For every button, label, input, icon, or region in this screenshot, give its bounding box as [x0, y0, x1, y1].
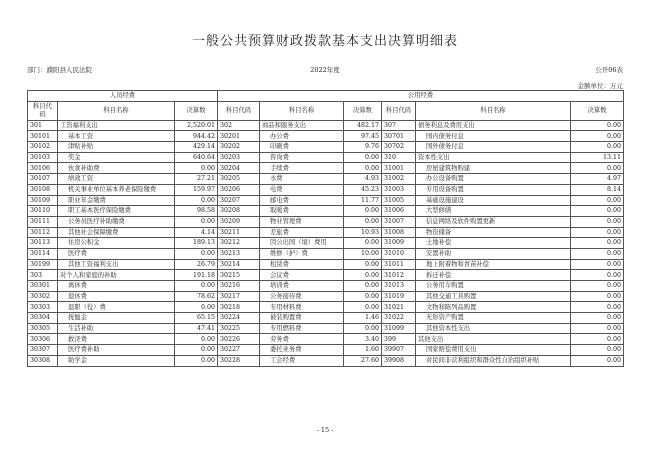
table-row	[28, 270, 624, 281]
name-cell: 拆迁补偿	[416, 270, 571, 281]
code-cell: 31010	[382, 248, 416, 259]
amount-cell: 9.76	[344, 142, 382, 153]
page-number: - 15 -	[316, 426, 334, 434]
name-cell: 住房公积金	[58, 238, 175, 249]
amount-cell: 11.77	[344, 195, 382, 206]
table-row	[28, 355, 624, 366]
code-cell: 30201	[218, 131, 260, 142]
table-row	[28, 302, 624, 313]
col-name: 科目名称	[416, 101, 571, 120]
code-cell: 30113	[28, 238, 58, 249]
code-cell: 30205	[218, 174, 260, 185]
table-row	[28, 195, 624, 206]
code-cell: 30202	[218, 142, 260, 153]
code-cell: 30109	[28, 195, 58, 206]
amount-cell: 944.42	[175, 131, 218, 142]
name-cell: 手续费	[260, 163, 344, 174]
table-row	[28, 291, 624, 302]
amount-cell: 191.18	[175, 270, 218, 281]
department-label: 部门：濮阳县人民法院	[27, 66, 92, 74]
col-code: 科目代码	[28, 101, 58, 120]
code-cell: 30303	[28, 302, 58, 313]
name-cell: 医疗费	[58, 248, 175, 259]
amount-cell: 159.97	[175, 184, 218, 195]
code-cell: 30305	[28, 323, 58, 334]
code-cell: 307	[382, 120, 416, 131]
name-cell: 咨询费	[260, 152, 344, 163]
amount-cell: 0.00	[571, 131, 624, 142]
table-row	[28, 313, 624, 324]
table-row	[28, 248, 624, 259]
name-cell: 其他资本性支出	[416, 323, 571, 334]
code-cell: 30209	[218, 216, 260, 227]
name-cell: 水费	[260, 174, 344, 185]
amount-cell: 0.00	[175, 345, 218, 356]
table-row	[28, 163, 624, 174]
name-cell: 助学金	[58, 355, 175, 366]
amount-cell: 3.40	[344, 334, 382, 345]
amount-cell: 13.11	[571, 152, 624, 163]
code-cell: 30212	[218, 238, 260, 249]
name-cell: 资本性支出	[416, 152, 571, 163]
amount-cell: 0.00	[175, 248, 218, 259]
amount-cell: 27.60	[344, 355, 382, 366]
col-code: 科目代码	[218, 101, 260, 120]
name-cell: 公务员医疗补助缴费	[58, 216, 175, 227]
code-cell: 30306	[28, 334, 58, 345]
amount-cell: 0.00	[571, 334, 624, 345]
amount-cell: 98.58	[175, 206, 218, 217]
code-cell: 30226	[218, 334, 260, 345]
code-cell: 31013	[382, 281, 416, 292]
code-cell: 30701	[382, 131, 416, 142]
amount-cell: 0.00	[175, 195, 218, 206]
name-cell: 绩效工资	[58, 174, 175, 185]
code-cell: 30702	[382, 142, 416, 153]
amount-cell: 0.00	[571, 302, 624, 313]
code-cell: 30106	[28, 163, 58, 174]
amount-cell: 1.46	[344, 313, 382, 324]
table-row	[28, 216, 624, 227]
name-cell: 委托业务费	[260, 345, 344, 356]
name-cell: 无形资产购置	[416, 313, 571, 324]
code-cell: 31099	[382, 323, 416, 334]
amount-cell: 45.23	[344, 184, 382, 195]
code-cell: 31012	[382, 270, 416, 281]
table-row	[28, 131, 624, 142]
code-cell: 30199	[28, 259, 58, 270]
name-cell: 债务利息及费用支出	[416, 120, 571, 131]
amount-cell: 0.00	[571, 281, 624, 292]
amount-cell: 429.14	[175, 142, 218, 153]
amount-cell: 0.00	[571, 313, 624, 324]
amount-cell: 0.00	[571, 355, 624, 366]
amount-cell: 0.00	[571, 206, 624, 217]
code-cell: 30211	[218, 227, 260, 238]
code-cell: 39907	[382, 345, 416, 356]
table-row	[28, 334, 624, 345]
name-cell: 地上附着物和青苗补偿	[416, 259, 571, 270]
name-cell: 离休费	[58, 281, 175, 292]
name-cell: 信息网络及软件购置更新	[416, 216, 571, 227]
amount-cell: 0.00	[571, 227, 624, 238]
unit-label: 金额单位：万元	[577, 82, 623, 90]
code-cell: 30108	[28, 184, 58, 195]
amount-cell: 0.00	[571, 216, 624, 227]
amount-cell: 8.14	[571, 184, 624, 195]
name-cell: 房屋建筑物购建	[416, 163, 571, 174]
name-cell: 文物和陈列品购置	[416, 302, 571, 313]
code-cell: 31008	[382, 227, 416, 238]
amount-cell: 10.00	[344, 248, 382, 259]
group-public: 公用经费	[218, 91, 624, 102]
name-cell: 公务接待费	[260, 291, 344, 302]
table-row	[28, 238, 624, 249]
name-cell: 大型修缮	[416, 206, 571, 217]
amount-cell: 0.00	[344, 291, 382, 302]
name-cell: 专用设备购置	[416, 184, 571, 195]
name-cell: 劳务费	[260, 334, 344, 345]
table-row	[28, 152, 624, 163]
table-row	[28, 142, 624, 153]
form-number: 公开06表	[595, 66, 623, 74]
name-cell: 生活补助	[58, 323, 175, 334]
amount-cell: 0.00	[344, 259, 382, 270]
code-cell: 30225	[218, 323, 260, 334]
code-cell: 31011	[382, 259, 416, 270]
code-cell: 30227	[218, 345, 260, 356]
code-cell: 30302	[28, 291, 58, 302]
amount-cell: 2,520.01	[175, 120, 218, 131]
col-name: 科目名称	[260, 101, 344, 120]
code-cell: 30101	[28, 131, 58, 142]
table-row	[28, 120, 624, 131]
name-cell: 伙食补助费	[58, 163, 175, 174]
name-cell: 其他支出	[416, 334, 571, 345]
amount-cell: 1.60	[344, 345, 382, 356]
name-cell: 工资福利支出	[58, 120, 175, 131]
name-cell: 其他交通工具购置	[416, 291, 571, 302]
name-cell: 奖金	[58, 152, 175, 163]
amount-cell: 0.00	[571, 323, 624, 334]
amount-cell: 0.00	[344, 302, 382, 313]
amount-cell: 0.00	[175, 334, 218, 345]
table-row	[28, 259, 624, 270]
code-cell: 30207	[218, 195, 260, 206]
name-cell: 对民间非营利组织和群众性自治组织补贴	[416, 355, 571, 366]
code-cell: 31019	[382, 291, 416, 302]
table-row	[28, 323, 624, 334]
code-cell: 31007	[382, 216, 416, 227]
code-cell: 30112	[28, 227, 58, 238]
name-cell: 专用燃料费	[260, 323, 344, 334]
name-cell: 国内债务付息	[416, 131, 571, 142]
amount-cell: 0.00	[571, 345, 624, 356]
name-cell: 维修（护）费	[260, 248, 344, 259]
name-cell: 取暖费	[260, 206, 344, 217]
name-cell: 物资储备	[416, 227, 571, 238]
amount-cell: 4.93	[344, 174, 382, 185]
name-cell: 退职（役）费	[58, 302, 175, 313]
col-amount: 决算数	[344, 101, 382, 120]
code-cell: 39908	[382, 355, 416, 366]
code-cell: 30214	[218, 259, 260, 270]
name-cell: 安置补助	[416, 248, 571, 259]
amount-cell: 189.13	[175, 238, 218, 249]
amount-cell: 10.93	[344, 227, 382, 238]
code-cell: 30213	[218, 248, 260, 259]
name-cell: 其他社会保障缴费	[58, 227, 175, 238]
table-row	[28, 345, 624, 356]
amount-cell: 65.15	[175, 313, 218, 324]
code-cell: 31021	[382, 302, 416, 313]
name-cell: 职业年金缴费	[58, 195, 175, 206]
year-label: 2022年度	[310, 66, 340, 74]
amount-cell: 0.00	[344, 206, 382, 217]
code-cell: 30203	[218, 152, 260, 163]
name-cell: 商品和服务支出	[260, 120, 344, 131]
code-cell: 310	[382, 152, 416, 163]
amount-cell: 0.00	[175, 355, 218, 366]
amount-cell: 0.00	[175, 302, 218, 313]
code-cell: 302	[218, 120, 260, 131]
amount-cell: 78.62	[175, 291, 218, 302]
amount-cell: 4.14	[175, 227, 218, 238]
code-cell: 30215	[218, 270, 260, 281]
name-cell: 基本工资	[58, 131, 175, 142]
table-row	[28, 227, 624, 238]
name-cell: 被装购置费	[260, 313, 344, 324]
code-cell: 30307	[28, 345, 58, 356]
name-cell: 机关事业单位基本养老保险缴费	[58, 184, 175, 195]
table-row	[28, 281, 624, 292]
code-cell: 30218	[218, 302, 260, 313]
code-cell: 30304	[28, 313, 58, 324]
name-cell: 医疗费补助	[58, 345, 175, 356]
name-cell: 基础设施建设	[416, 195, 571, 206]
name-cell: 物业管理费	[260, 216, 344, 227]
amount-cell: 0.00	[571, 270, 624, 281]
code-cell: 399	[382, 334, 416, 345]
amount-cell: 0.00	[571, 195, 624, 206]
name-cell: 邮电费	[260, 195, 344, 206]
code-cell: 30206	[218, 184, 260, 195]
code-cell: 30102	[28, 142, 58, 153]
code-cell: 30103	[28, 152, 58, 163]
amount-cell: 0.00	[344, 323, 382, 334]
code-cell: 30111	[28, 216, 58, 227]
code-cell: 31006	[382, 206, 416, 217]
name-cell: 租赁费	[260, 259, 344, 270]
name-cell: 国外债务付息	[416, 142, 571, 153]
code-cell: 30301	[28, 281, 58, 292]
code-cell: 30217	[218, 291, 260, 302]
name-cell: 工会经费	[260, 355, 344, 366]
code-cell: 31022	[382, 313, 416, 324]
expenditure-table	[27, 90, 624, 367]
amount-cell: 26.79	[175, 259, 218, 270]
amount-cell: 0.00	[344, 238, 382, 249]
table-row	[28, 184, 624, 195]
code-cell: 31009	[382, 238, 416, 249]
name-cell: 培训费	[260, 281, 344, 292]
code-cell: 31002	[382, 174, 416, 185]
code-cell: 30204	[218, 163, 260, 174]
code-cell: 30107	[28, 174, 58, 185]
code-cell: 30114	[28, 248, 58, 259]
name-cell: 对个人和家庭的补助	[58, 270, 175, 281]
name-cell: 公务用车购置	[416, 281, 571, 292]
amount-cell: 0.00	[344, 216, 382, 227]
name-cell: 办公设备购置	[416, 174, 571, 185]
name-cell: 退休费	[58, 291, 175, 302]
amount-cell: 482.17	[344, 120, 382, 131]
amount-cell: 0.00	[571, 291, 624, 302]
amount-cell: 0.00	[344, 281, 382, 292]
group-personnel: 人员经费	[28, 91, 218, 102]
code-cell: 30228	[218, 355, 260, 366]
amount-cell: 0.00	[571, 120, 624, 131]
amount-cell: 4.97	[571, 174, 624, 185]
code-cell: 30308	[28, 355, 58, 366]
amount-cell: 0.00	[344, 270, 382, 281]
name-cell: 印刷费	[260, 142, 344, 153]
code-cell: 30110	[28, 206, 58, 217]
amount-cell: 0.00	[571, 238, 624, 249]
name-cell: 抚恤金	[58, 313, 175, 324]
name-cell: 办公费	[260, 131, 344, 142]
amount-cell: 0.00	[571, 163, 624, 174]
code-cell: 30208	[218, 206, 260, 217]
col-amount: 决算数	[175, 101, 218, 120]
code-cell: 301	[28, 120, 58, 131]
amount-cell: 0.00	[175, 216, 218, 227]
col-amount: 决算数	[571, 101, 624, 120]
table-row	[28, 174, 624, 185]
amount-cell: 0.00	[571, 142, 624, 153]
code-cell: 31001	[382, 163, 416, 174]
code-cell: 31005	[382, 195, 416, 206]
amount-cell: 640.64	[175, 152, 218, 163]
name-cell: 会议费	[260, 270, 344, 281]
column-header-row	[28, 101, 624, 120]
col-code: 科目代码	[382, 101, 416, 120]
name-cell: 职工基本医疗保险缴费	[58, 206, 175, 217]
group-header-row	[28, 91, 624, 102]
amount-cell: 0.00	[571, 248, 624, 259]
name-cell: 差旅费	[260, 227, 344, 238]
code-cell: 303	[28, 270, 58, 281]
amount-cell: 0.00	[175, 281, 218, 292]
code-cell: 31003	[382, 184, 416, 195]
amount-cell: 0.00	[344, 152, 382, 163]
col-name: 科目名称	[58, 101, 175, 120]
name-cell: 救济费	[58, 334, 175, 345]
amount-cell: 0.00	[344, 163, 382, 174]
amount-cell: 47.41	[175, 323, 218, 334]
name-cell: 其他工资福利支出	[58, 259, 175, 270]
amount-cell: 27.21	[175, 174, 218, 185]
name-cell: 国家赔偿费用支出	[416, 345, 571, 356]
table-row	[28, 206, 624, 217]
name-cell: 专用材料费	[260, 302, 344, 313]
name-cell: 土地补偿	[416, 238, 571, 249]
amount-cell: 0.00	[571, 259, 624, 270]
code-cell: 30224	[218, 313, 260, 324]
amount-cell: 0.00	[175, 163, 218, 174]
table-title: 一般公共预算财政拨款基本支出决算明细表	[191, 34, 458, 49]
name-cell: 因公出国（境）费用	[260, 238, 344, 249]
name-cell: 电费	[260, 184, 344, 195]
code-cell: 30216	[218, 281, 260, 292]
amount-cell: 97.45	[344, 131, 382, 142]
name-cell: 津贴补贴	[58, 142, 175, 153]
